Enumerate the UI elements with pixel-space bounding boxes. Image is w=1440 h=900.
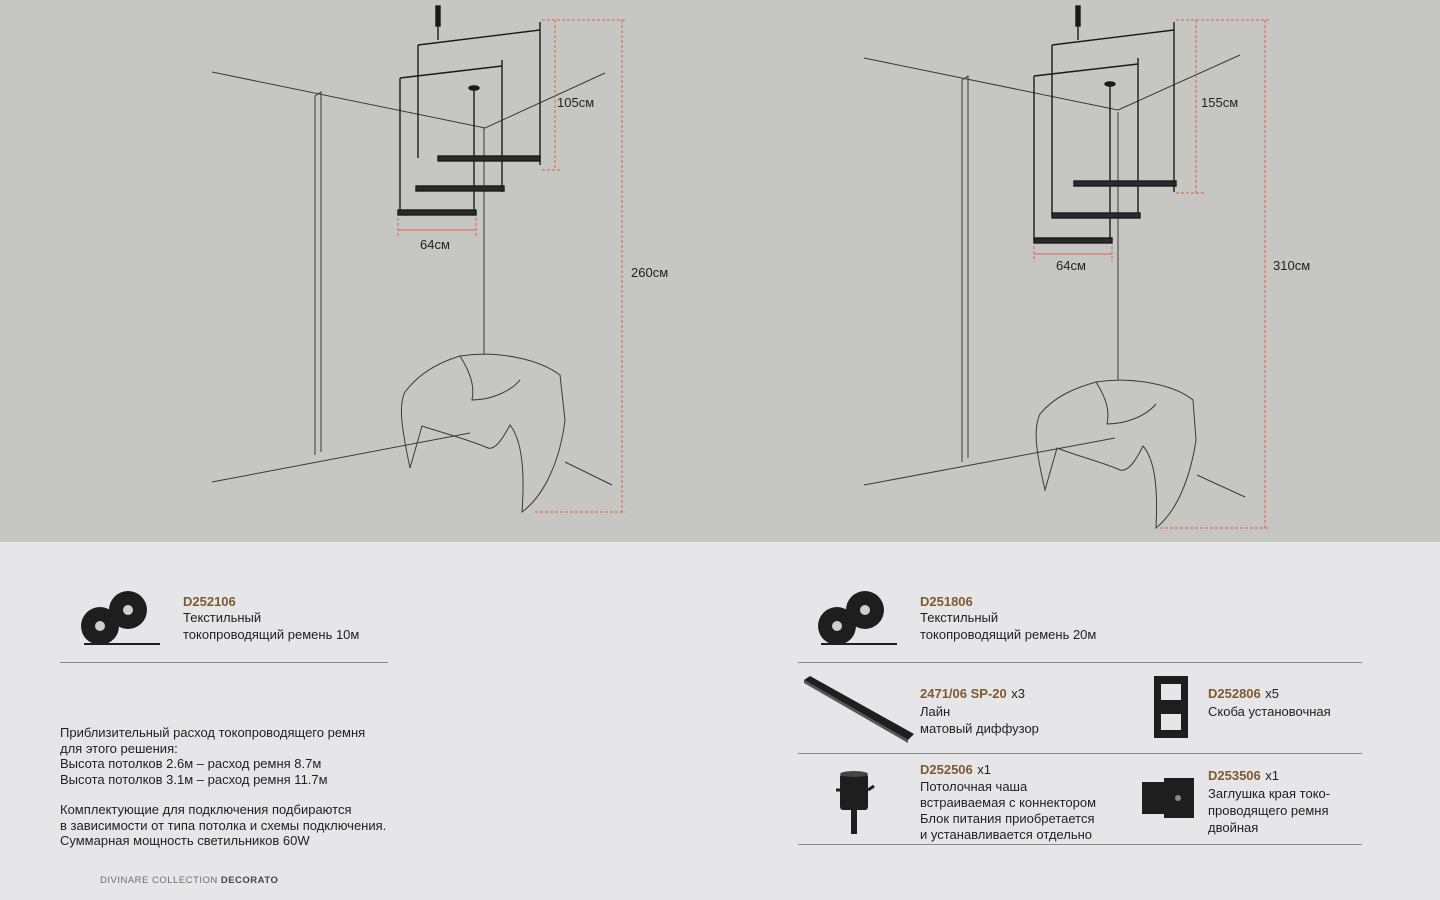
product-item-d252506 — [920, 761, 1096, 843]
divider — [798, 662, 1362, 663]
left-ceiling-dimension-label: 260см — [631, 265, 669, 280]
product-quantity: x1 — [977, 762, 991, 777]
product-description-line: и устанавливается отдельно — [920, 827, 1092, 842]
product-item-d253506 — [1208, 767, 1330, 836]
divider — [798, 844, 1362, 845]
product-description-line: Текстильный — [183, 610, 262, 625]
components-note — [60, 802, 386, 849]
footer-brand-name: DIVINARE COLLECTION — [100, 875, 218, 886]
footer-brand — [100, 875, 278, 886]
product-quantity: x3 — [1011, 686, 1025, 701]
product-item-d252106 — [183, 594, 359, 643]
product-code: D252806 — [1208, 686, 1261, 701]
left-dimension-lines — [398, 20, 626, 512]
footer-collection-name: DECORATO — [220, 875, 279, 886]
belt-reel-icon — [78, 588, 162, 651]
note-line: Высота потолков 3.1м – расход ремня 11.7м — [60, 771, 328, 787]
note-line: Комплектующие для подключения подбираются — [60, 802, 352, 817]
product-description-line: Лайн — [920, 704, 951, 719]
product-quantity: x1 — [1265, 768, 1279, 783]
product-quantity: x5 — [1265, 686, 1279, 701]
note-line: Приблизительный расход токопроводящего ремня — [60, 725, 366, 740]
product-description-line: Текстильный — [920, 610, 999, 625]
product-description-line: встраиваемая с коннектором — [920, 795, 1097, 810]
product-code: 2471/06 SP-20 — [920, 686, 1007, 701]
right-drop-dimension-label: 155см — [1201, 95, 1239, 110]
product-code: D252106 — [183, 594, 236, 609]
mounting-bracket-icon — [1148, 672, 1194, 747]
divider — [60, 662, 388, 663]
note-line: Суммарная мощность светильников 60W — [60, 833, 310, 848]
product-description-line: двойная — [1208, 820, 1259, 835]
product-code: D252506 — [920, 762, 973, 777]
product-code: D253506 — [1208, 768, 1261, 783]
left-room-sketch — [212, 72, 612, 512]
note-line: в зависимости от типа потолка и схемы подключения. — [60, 817, 387, 833]
product-description-line: Потолочная чаша — [920, 779, 1028, 794]
product-item-d251806 — [920, 594, 1096, 643]
belt-consumption-note — [60, 725, 365, 787]
product-description-line: проводящего ремня — [1208, 803, 1329, 818]
linear-light-icon — [800, 672, 916, 749]
left-drop-dimension-label: 105см — [557, 95, 595, 110]
right-width-dimension-label: 64см — [1056, 258, 1086, 273]
end-cap-icon — [1138, 774, 1198, 827]
left-fixture — [398, 6, 540, 215]
divider — [798, 753, 1362, 754]
belt-reel-icon — [815, 588, 899, 651]
left-width-dimension-label: 64см — [420, 237, 450, 252]
product-item-2471-06-sp-20 — [920, 685, 1039, 737]
product-description-line: матовый диффузор — [920, 721, 1039, 736]
note-line: Высота потолков 2.6м – расход ремня 8.7м — [60, 756, 322, 771]
product-description-line: Скоба установочная — [1208, 704, 1331, 719]
ceiling-cup-icon — [828, 768, 888, 843]
product-description-line: токопроводящий ремень 20м — [920, 627, 1097, 642]
product-description-line: Блок питания приобретается — [920, 811, 1095, 826]
product-item-d252806 — [1208, 685, 1331, 720]
product-description-line: токопроводящий ремень 10м — [183, 627, 360, 642]
right-fixture — [1034, 6, 1176, 243]
note-line: для этого решения: — [60, 740, 178, 756]
product-code: D251806 — [920, 594, 973, 609]
product-description-line: Заглушка края токо- — [1208, 786, 1331, 801]
right-ceiling-dimension-label: 310см — [1273, 258, 1311, 273]
right-room-sketch — [864, 55, 1245, 528]
